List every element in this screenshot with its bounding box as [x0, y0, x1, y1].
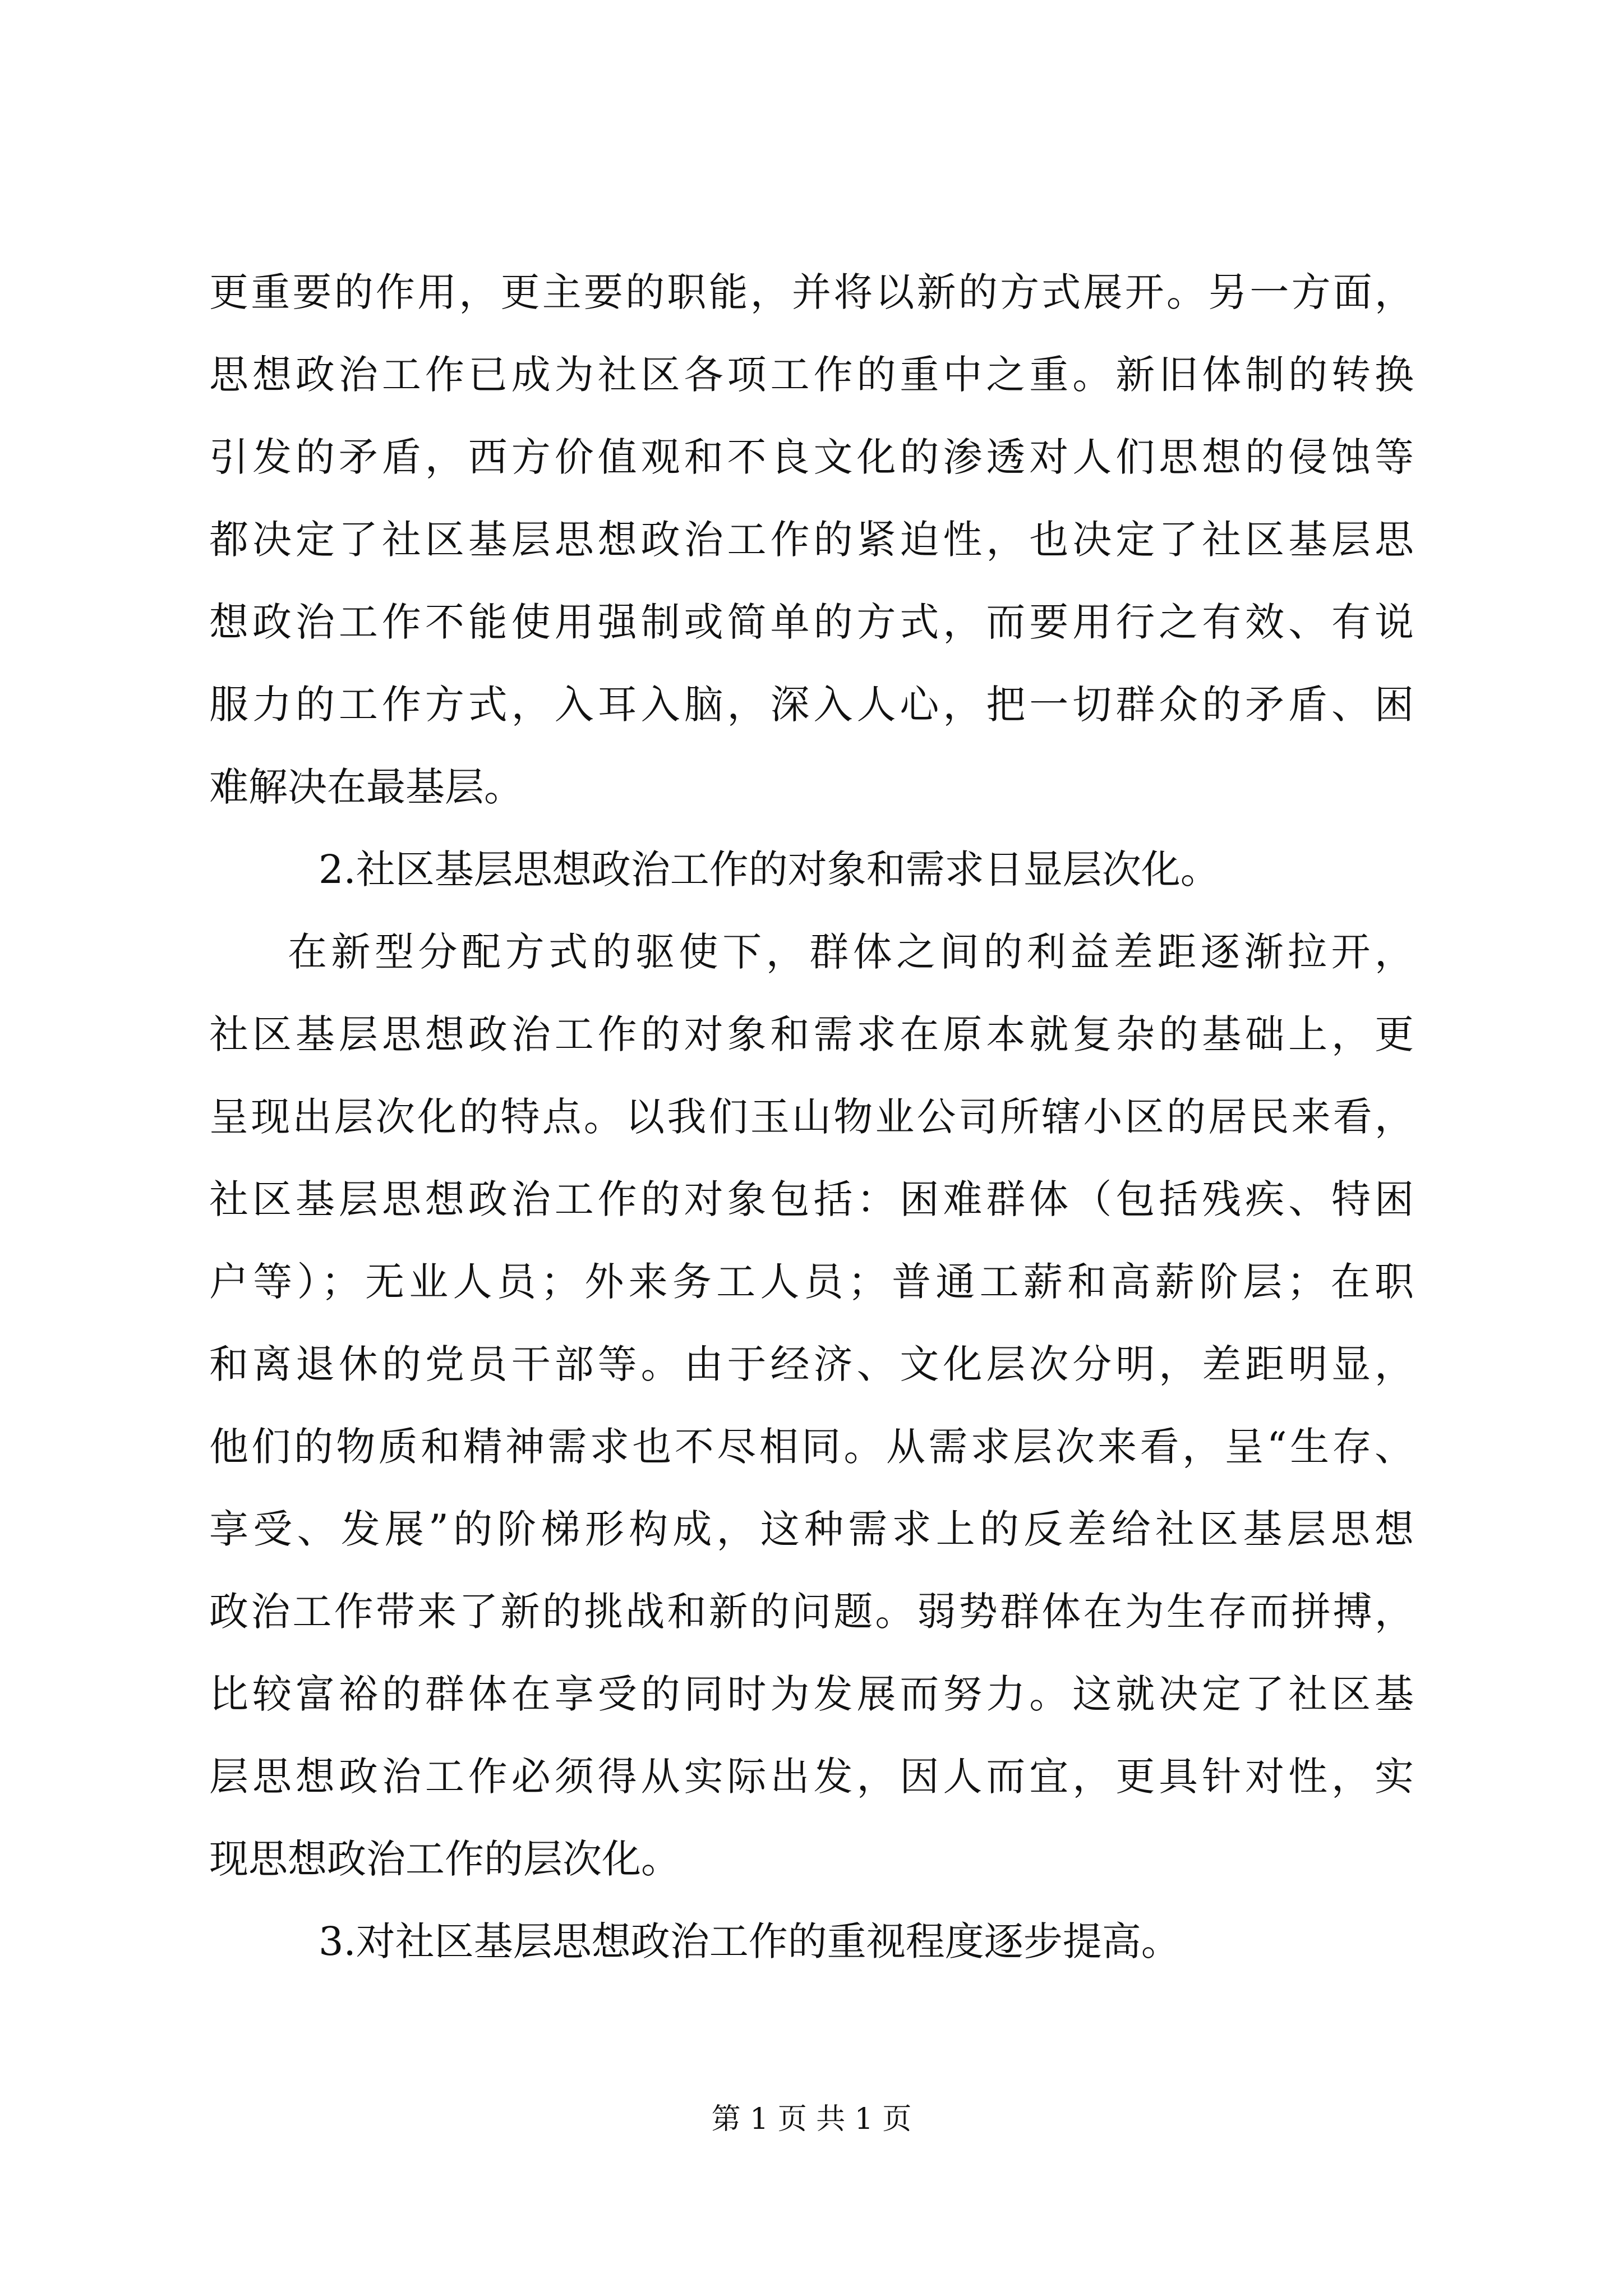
text-line: 享受、发展”的阶梯形构成，这种需求上的反差给社区基层思想	[209, 1506, 1414, 1552]
text-line: 比较富裕的群体在享受的同时为发展而努力。这就决定了社区基	[209, 1671, 1414, 1717]
text-line: 政治工作带来了新的挑战和新的问题。弱势群体在为生存而拼搏，	[209, 1589, 1414, 1635]
section-heading: 3.对社区基层思想政治工作的重视程度逐步提高。	[319, 1918, 1181, 1964]
text-line: 层思想政治工作必须得从实际出发，因人而宜，更具针对性，实	[209, 1754, 1414, 1800]
text-line: 他们的物质和精神需求也不尽相同。从需求层次来看，呈“生存、	[209, 1424, 1414, 1470]
text-line: 更重要的作用，更主要的职能，并将以新的方式展开。另一方面，	[209, 269, 1414, 315]
text-line: 都决定了社区基层思想政治工作的紧迫性，也决定了社区基层思	[209, 517, 1414, 563]
text-line: 难解决在最基层。	[209, 764, 523, 810]
text-line: 社区基层思想政治工作的对象和需求在原本就复杂的基础上，更	[209, 1011, 1414, 1057]
text-line: 现思想政治工作的层次化。	[209, 1836, 680, 1882]
text-line: 引发的矛盾，西方价值观和不良文化的渗透对人们思想的侵蚀等	[209, 434, 1414, 480]
page-footer: 第 1 页 共 1 页	[711, 2102, 912, 2136]
text-line: 服力的工作方式，入耳入脑，深入人心，把一切群众的矛盾、困	[209, 682, 1414, 728]
text-line: 社区基层思想政治工作的对象包括：困难群体（包括残疾、特困	[209, 1176, 1414, 1222]
text-line: 想政治工作不能使用强制或简单的方式，而要用行之有效、有说	[209, 599, 1414, 645]
section-heading: 2.社区基层思想政治工作的对象和需求日显层次化。	[319, 846, 1220, 892]
text-line: 思想政治工作已成为社区各项工作的重中之重。新旧体制的转换	[209, 352, 1414, 398]
text-line: 呈现出层次化的特点。以我们玉山物业公司所辖小区的居民来看，	[209, 1094, 1414, 1140]
text-line: 和离退休的党员干部等。由于经济、文化层次分明，差距明显，	[209, 1341, 1414, 1387]
text-line: 在新型分配方式的驱使下，群体之间的利益差距逐渐拉开，	[288, 929, 1414, 975]
document-body	[209, 251, 1414, 1983]
text-line: 户等）；无业人员；外来务工人员；普通工薪和高薪阶层；在职	[209, 1259, 1414, 1305]
